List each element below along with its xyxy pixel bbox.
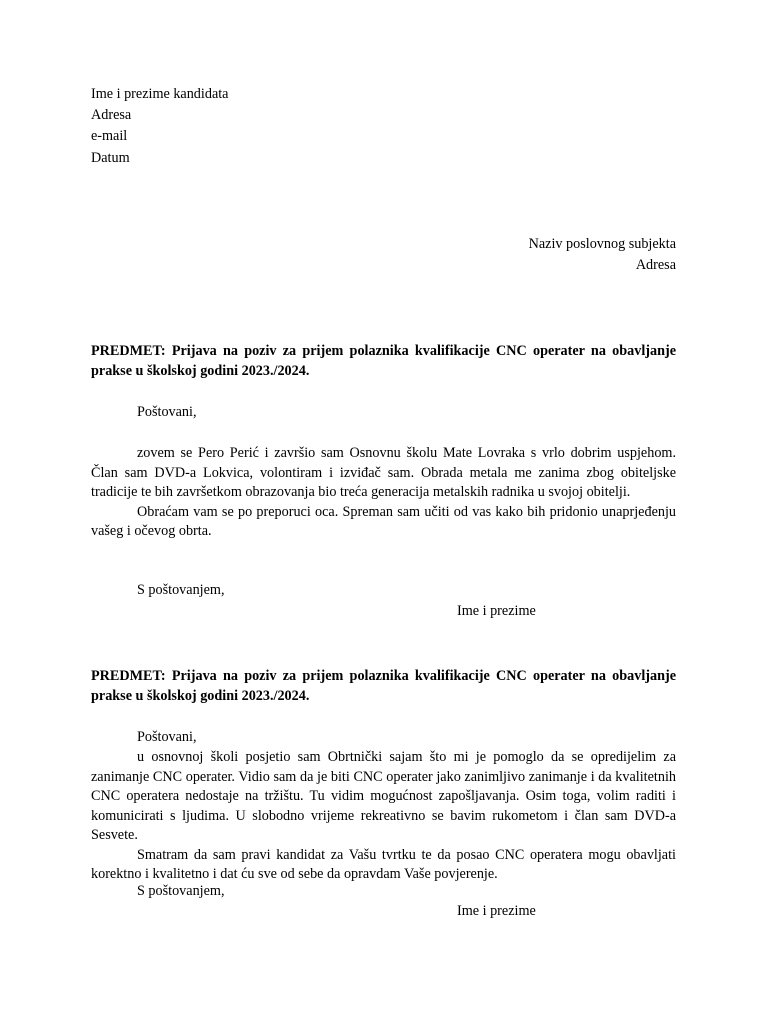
- letter1-subject: [91, 342, 676, 381]
- letter1-closing: S poštovanjem,: [137, 582, 225, 598]
- letter2-signature: Ime i prezime: [457, 903, 536, 919]
- letter2-greeting: Poštovani,: [137, 729, 197, 745]
- recipient-company: Naziv poslovnog subjekta: [528, 236, 676, 252]
- letter1-subject-text: : Prijava na poziv za prijem polaznika kvalifikacije CNC operater na obavljanje prakse u školskoj godini 2023./2024.: [91, 343, 676, 379]
- letter1-greeting: Poštovani,: [137, 404, 197, 420]
- letter2-subject-label: PREDMET: [91, 668, 161, 684]
- letter1-paragraph-2: Obraćam vam se po preporuci oca. Spreman sam učiti od vas kako bih pridonio unaprjeđenju vašeg i očevog obrta.: [91, 503, 676, 539]
- sender-name: Ime i prezime kandidata: [91, 86, 229, 102]
- letter2-paragraph-1: u osnovnoj školi posjetio sam Obrtnički sajam što mi je pomoglo da se opredijelim za zanimanje CNC operater. Vidio sam da je biti CNC operater jako zanimljivo zanimanje i da kvalitetnih CNC operatera nedostaje na tržištu. Tu vidim mogućnost zapošljavanja. Osim toga, volim raditi i komunicirati s ljudima. U slobodno vrijeme rekreativno se bavim rukometom i član sam DVD-a Sesvete.: [91, 749, 676, 843]
- letter2-paragraph-2: Smatram da sam pravi kandidat za Vašu tvrtku te da posao CNC operatera mogu obavljati korektno i kvalitetno i dat ću sve od sebe da opravdam Vaše povjerenje.: [91, 846, 676, 882]
- letter2-closing: S poštovanjem,: [137, 883, 225, 899]
- letter2-subject: [91, 667, 676, 706]
- letter1-paragraph-1: zovem se Pero Perić i završio sam Osnovnu školu Mate Lovraka s vrlo dobrim uspjehom. Član sam DVD-a Lokvica, volontiram i izviđač sam. Obrada metala me zanima zbog obiteljske tradicije te bih završetkom obrazovanja bio treća generacija metalskih radnika u svojoj obitelji.: [91, 445, 676, 500]
- letter1-subject-label: PREDMET: [91, 343, 161, 359]
- letter1-body: [91, 444, 676, 542]
- sender-date: Datum: [91, 150, 130, 166]
- sender-email: e-mail: [91, 128, 128, 144]
- sender-address: Adresa: [91, 107, 132, 123]
- letter2-subject-text: : Prijava na poziv za prijem polaznika kvalifikacije CNC operater na obavljanje prakse u školskoj godini 2023./2024.: [91, 668, 676, 704]
- letter2-body: [91, 748, 676, 885]
- letter1-signature: Ime i prezime: [457, 603, 536, 619]
- recipient-address: Adresa: [635, 257, 676, 273]
